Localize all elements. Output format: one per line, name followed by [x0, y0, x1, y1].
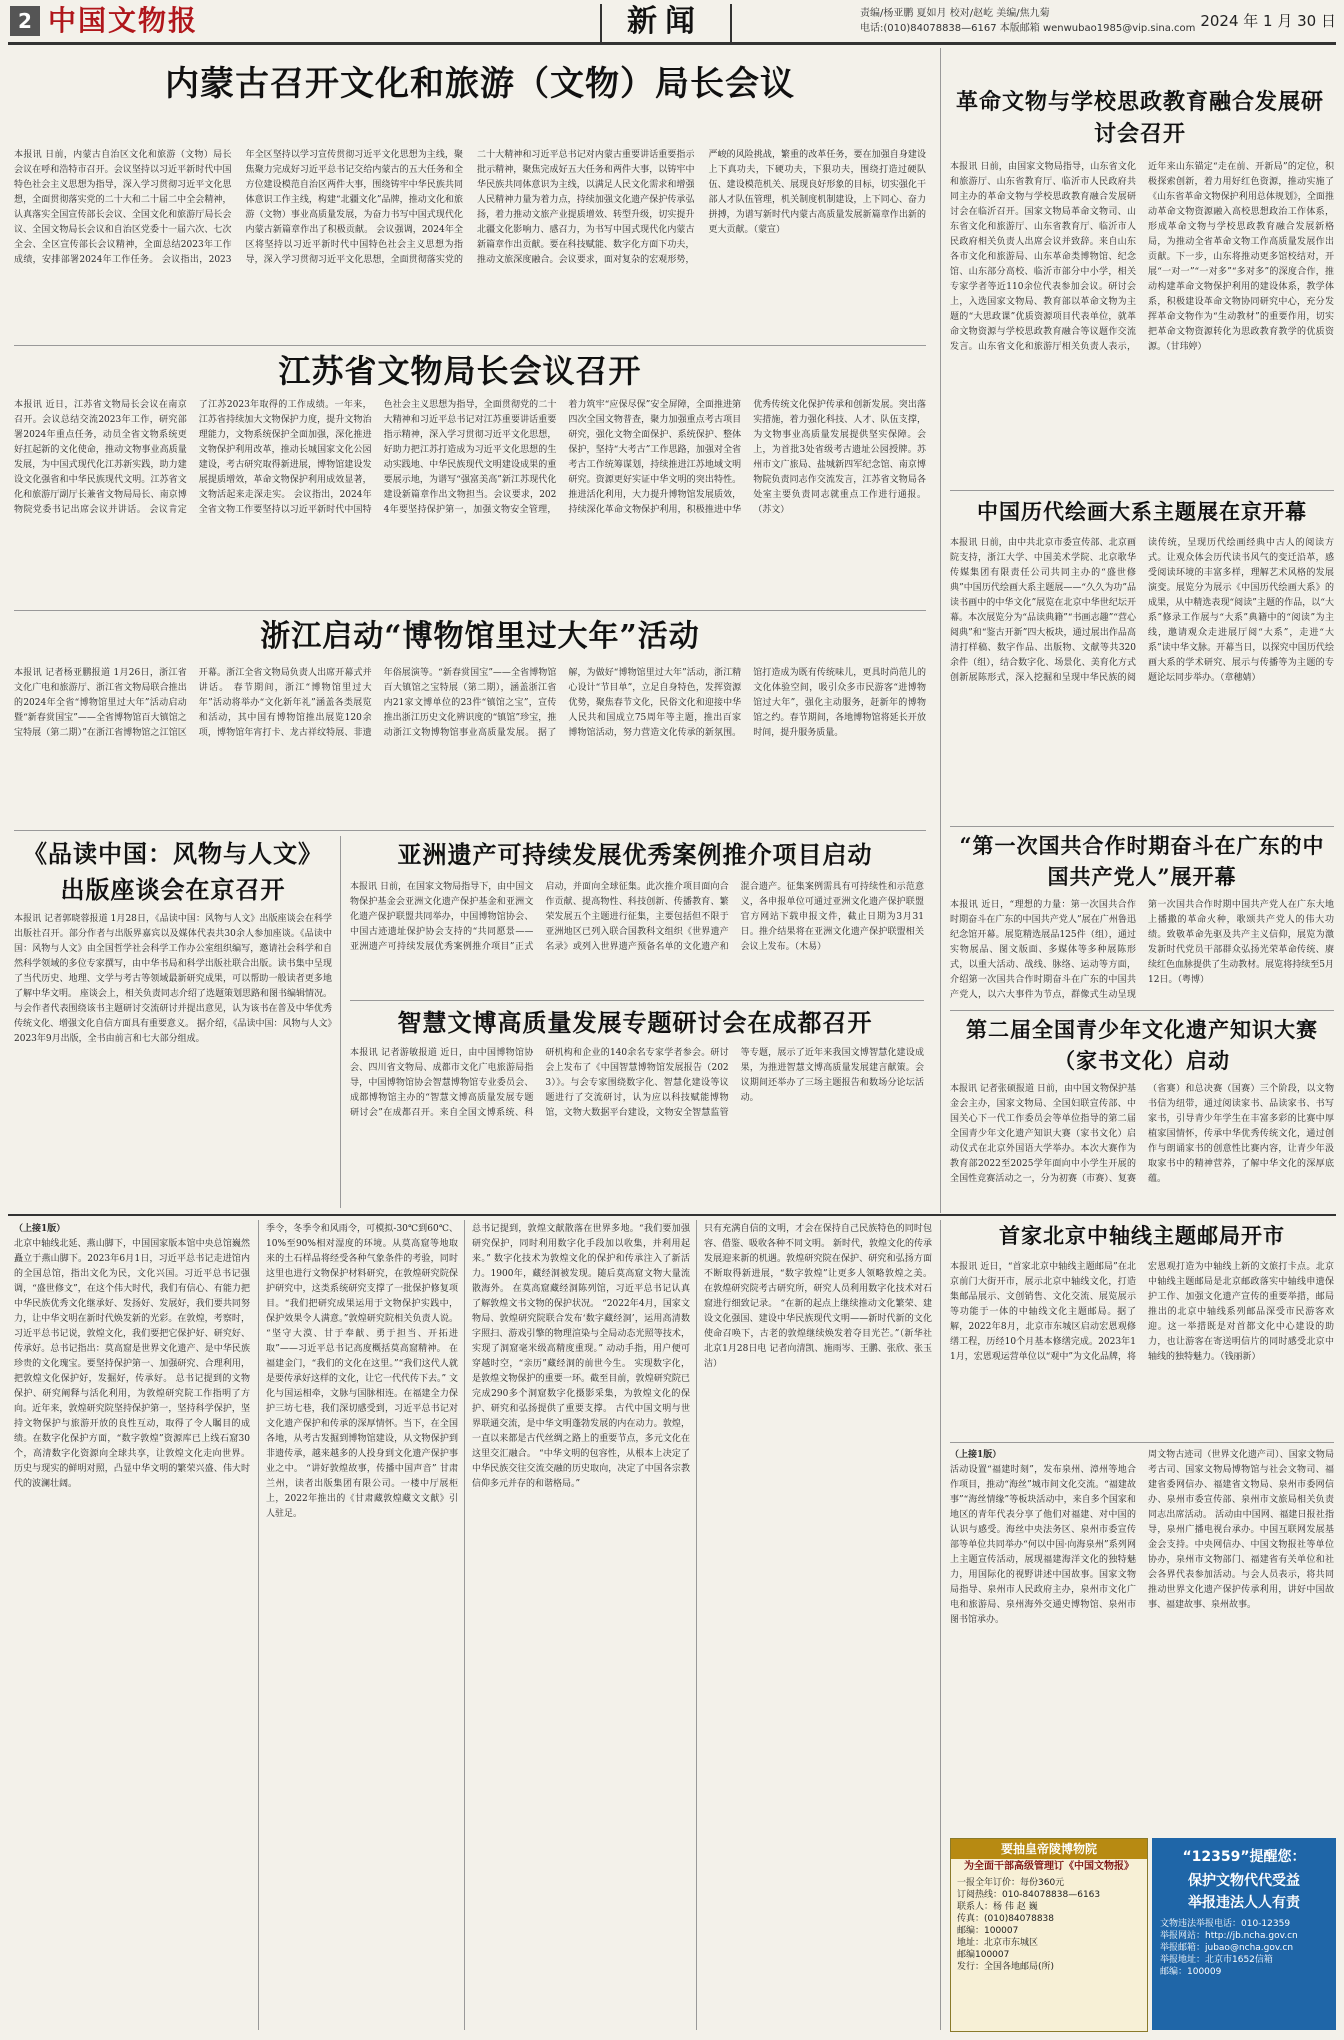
ad-line: 订阅热线：010-84078838—6163 — [957, 1890, 1101, 1900]
continuation-col-2 — [266, 1222, 458, 2030]
divider — [940, 1220, 941, 2030]
section-title: 新闻 — [627, 4, 703, 39]
article-geming-wenwu-body: 本报讯 日前，由国家文物局指导，山东省文化和旅游厅、山东省教育厅、临沂市人民政府共同主办的革命文物与学校思政教育融合发展研讨会在临沂召开。国家文物局革命文物司、山东省文化和旅游厅、山东省教育厅、临沂市人民政府相关负责人出席会议并致辞。来自山东各市文化和旅游局、山东革命类博物馆、纪念馆、山东部分高校、临沂市部分中小学，相关专家学者等近110余位代表参加会议。研讨会上，入选国家文物局、教育部以革命文物为主题的“大思政课”优质资源项目代表单位，就革命文物资源与学校思政教育融合等议题作交流发言。山东省文化和旅游厅相关负责人表示，近年来山东锚定“走在前、开新局”的定位，积极探索创新，着力用好红色资源，推动实施了《山东省革命文物保护利用总体规划》，全面推动革命文物资源融入高校思想政治工作体系，形成革命文物与学校思政教育融合发展新格局，为推动全省革命文物工作高质量发展作出贡献。下一步，山东将推动更多馆校结对，开展“一对一”“一对多”“多对多”的深度合作，推动构建革命文物保护利用的建设体系，教学体系，积极建设革命文物协同研究中心，充分发挥革命文物作为“生动教材”的重要作用，切实把革命文物资源转化为思政教育教学的优质资源。（甘玮婷） — [950, 162, 1334, 352]
ad-info-line: 邮编：100009 — [1160, 1967, 1222, 1977]
article-geming-wenwu — [950, 160, 1334, 480]
issue-date: 2024 年 1 月 30 日 — [1200, 12, 1336, 30]
ad-line: 发行：全国各地邮局(所) — [957, 1962, 1055, 1972]
newspaper-masthead: 中国文物报 — [48, 4, 199, 37]
section-divider-left — [600, 4, 602, 42]
divider — [950, 1442, 1334, 1443]
continuation-col-3-body: 总书记提到，敦煌文献散落在世界多地。“我们要加强研究保护，同时利用数字化手段加以收集，并利用起来。” 数字化技术为敦煌文化的保护和传承注入了新活力。1900年，藏经洞被发现。随后莫高窟文物大量流散海外。 在莫高窟藏经洞陈列馆，习近平总书记认真了解敦煌文书文物的保护状况。 “2022年4月，国家文物局、敦煌研究院联合发布‘数字藏经洞’，运用高清数字照扫、游戏引擎的物理渲染与全局动态光照等技术，实现了洞窟毫米级高精度重现。” 动动手指，用户便可穿越时空，“亲历”藏经洞的前世今生。 实现数字化，是敦煌文物保护的重要一环。截至目前，敦煌研究院已完成290多个洞窟数字化摄影采集，为敦煌文化的保护、研究和弘扬提供了重要支撑。 古代中国文明与世界联通交流，是中华文明蓬勃发展的内在动力。敦煌，一直以来都是古代丝绸之路上的重要节点，多元文化在这里交汇融合。 “中华文明的包容性，从根本上决定了中华民族交往交流交融的历史取向，决定了中国各宗教信仰多元并存的和谐格局。” — [472, 1224, 690, 1489]
editor-names: 责编/杨亚鹏 夏如月 校对/赵屹 美编/焦九菊 — [860, 8, 1050, 19]
ad-line: 传真：(010)84078838 — [957, 1914, 1055, 1924]
continuation-col-4 — [704, 1222, 932, 2030]
headline-lidai-huihua: 中国历代绘画大系主题展在京开幕 — [977, 499, 1307, 524]
divider — [950, 490, 1334, 491]
article-yazhou-yichan-body: 本报讯 日前，在国家文物局指导下，由中国文物保护基金会亚洲文化遗产保护基金和亚洲文化遗产保护联盟共同举办，中国博物馆协会、中国古迹遗址保护协会支持的“共同愿景——亚洲遗产可持续发展优秀案例推介项目”正式启动，并面向全球征集。此次推介项目面向合作贡献、提高物性、科技创新、传播教育、繁荣发展五个主题进行征集，主要包括但不限于亚洲地区已列入联合国教科文组织《世界遗产名录》或列入世界遗产预备名单的文化遗产和混合遗产。征集案例需具有可持续性和示范意义，各申报单位可通过亚洲文化遗产保护联盟官方网站下载申报文件，截止日期为3月31日。推介结果将在亚洲文化遗产保护联盟相关会议上发布。（木易） — [350, 882, 924, 952]
article-lidai-huihua-body: 本报讯 日前，由中共北京市委宣传部、北京画院支持，浙江大学、中国美术学院、北京歌华传媒集团有限责任公司共同主办的“盛世修典”中国历代绘画大系主题展——“久久为功”品读书画中的中华文化”展览在北京中华世纪坛开幕。本次展览分为“品读典籍”“书画志趣”“营心阅典”和“鉴古开新”四大板块，通过展出作品高清打样稿、数字作品、出版物、文献等共320余件（组），结合数字化、场景化、美育化方式创新展陈形式，深入挖掘和呈现中华民族的阅读传统，呈现历代绘画经典中古人的阅读方式。让观众体会历代读书风气的变迁沿革，感受阅读环境的丰富多样，理解艺术风格的发展演变。展览分为展示《中国历代绘画大系》的成果，从中精选表现“阅读”主题的作品，以“大系”修录工作展与“大系”典籍中的“阅读”为主线，邀请观众走进展厅阅“大系”，走进“大系”读中华文脉。开幕当日，以探究中国历代绘画大系的学术研究、展示与传播等为主题的专题论坛同步举办。（章穗婧） — [950, 538, 1334, 683]
fold-rule — [8, 1214, 1336, 1216]
article-jiangsu-body: 本报讯 近日，江苏省文物局长会议在南京召开。会议总结交流2023年工作，研究部署2024年重点任务，动员全省文物系统更好扛起新的文化使命，推动文物事业高质量发展，为中国式现代化江苏新实践，助力建设文化强省和中华民族现代文明。江苏省文化和旅游厅副厅长兼省文物局局长、南京博物院党委书记出席会议并讲话。 会议肯定了江苏2023年取得的工作成绩。一年来，江苏省持续加大文物保护力度，提升文物治理能力，文物系统保护全面加强，深化推进文物保护利用改革，推动长城国家文化公园建设，考古研究取得新进展，博物馆建设发展提质增效，革命文物保护利用成效显著，文物活起来走深走实。 会议指出，2024年全省文物工作要坚持以习近平新时代中国特色社会主义思想为指导，全面贯彻党的二十大精神和习近平总书记对江苏重要讲话重要指示精神，深入学习贯彻习近平文化思想，好助力把江苏打造成为习近平文化思想的生动实践地、中华民族现代文明建设成果的重要展示地，为谱写“强富美高”新江苏现代化建设新篇章作出文物担当。会议要求，2024年要坚持保护第一，加强文物安全管理，着力筑牢“应保尽保”安全屏障，全面推进第四次全国文物普查，聚力加强重点考古项目研究，强化文物全面保护、系统保护、整体保护，坚持“大考古”工作思路，加强对全省考古工作统筹谋划，持续推进江苏地域文明研究。资源更好实证中华文明的突出特性。推进活化利用，大力提升博物馆发展质效，持续深化革命文物保护利用，积极推进中华优秀传统文化保护传承和创新发展。突出落实措施，着力强化科技、人才、队伍支撑，为文物事业高质量发展提供坚实保障。会上，为首批3处省级考古遗址公园授牌。苏州市文广旅局、盐城新四军纪念馆、南京博物院负责同志作交流发言，江苏省文物局各处室主要负责同志就重点工作进行通报。（苏文） — [14, 400, 926, 515]
divider — [258, 1220, 259, 2030]
article-neimenggu-body: 本报讯 日前，内蒙古自治区文化和旅游（文物）局长会议在呼和浩特市召开。会议坚持以习近平新时代中国特色社会主义思想为指导，深入学习贯彻习近平文化思想，全面贯彻落实党的二十大和二十届二中全会精神，认真落实全国宣传部长会议、全国文化和旅游厅局长会议、全国文物局长会议和自治区党委十一届六次、七次全会、全区宣传部长会议精神，全面总结2023年工作成绩，安排部署2024年工作任务。 会议指出，2023年全区坚持以学习宣传贯彻习近平文化思想为主线，聚焦聚力完成好习近平总书记交给内蒙古的五大任务和全方位建设模范自治区两件大事，围绕铸牢中华民族共同体意识工作主线，构建“北疆文化”品牌，推动文化和旅游（文物）事业高质量发展，为奋力书写中国式现代化内蒙古新篇章作出了积极贡献。 会议强调，2024年全区将坚持以习近平新时代中国特色社会主义思想为指导，深入学习贯彻习近平文化思想，全面贯彻落实党的二十大精神和习近平总书记对内蒙古重要讲话重要指示批示精神，聚焦完成好五大任务和两件大事，以铸牢中华民族共同体意识为主线，以满足人民文化需求和增强人民精神力量为着力点，持续加强文化遗产保护传承弘扬，着力推动文旅产业提质增效、转型升级，切实提升北疆文化影响力、感召力，为书写中国式现代化内蒙古新篇章作出贡献。要在科技赋能、数字化方面下功夫，推动文旅深度融合。会议要求，面对复杂的宏观形势，严峻的风险挑战，繁重的改革任务，要在加强自身建设上下真功夫，下硬功夫，下狠功夫，围绕打造过硬队伍、建设模范机关、展现良好形象的目标，切实强化干部人才队伍管理，机关制度机制建设，上下同心、奋力拼搏，为谱写新时代内蒙古高质量发展新篇章作出新的更大贡献。（蒙宣） — [14, 150, 926, 265]
continuation-col-2-body: 季令，冬季令和风雨令，可模拟-30℃到60℃、10%至90%相对湿度的环境。从莫高窟等地取来的土石样品将经受各种气象条件的考验，同时这里也进行文物保护材料研究，在敦煌研究院保护研究中，这类系统研究支撑了一批保护修复项目。“我们把研究成果运用于文物保护实践中，保护效果令人满意。”敦煌研究院相关负责人说。 “坚守大漠、甘于奉献、勇于担当、开拓进取”——习近平总书记高度概括莫高窟精神。 在福建金门，“我们的文化在这里。”“我们这代人就是要传承好这样的文化，让它一代代传下去。” 文化与国运相牵，文脉与国脉相连。在福建全力保护三坊七巷，我们深切感受到，习近平总书记对文化遗产保护和传承的深厚情怀。当下，在全国各地，从考古发掘到博物馆建设，从文物保护到非遗传承，越来越多的人投身到文化遗产保护事业之中。 “讲好敦煌故事，传播中国声音” 甘肃兰州，读者出版集团有限公司。一楼中厅展柜上，2022年推出的《甘肃藏敦煌藏文文献》引人驻足。 — [266, 1224, 458, 1519]
article-zhouxian-youju — [950, 1260, 1334, 1438]
article-jiangsu — [14, 398, 926, 606]
divider — [14, 610, 926, 611]
ad-12359 — [1152, 1838, 1336, 2030]
page-number: 2 — [10, 6, 40, 36]
article-zhouxian-youju-body: 本报讯 近日，“首家北京中轴线主题邮局”在北京前门大街开市，展示北京中轴线文化，打造集邮品展示、文创销售、文化交流、展览展示等功能于一体的中轴线文化主题邮局。据了解，2022年8月，北京市东城区启动宏恩观修缮工程，历经10个月基本修缮完成。2023年11月，宏恩观运营单位以“观中”为文化品牌，将宏恩观打造为中轴线上新的文旅打卡点。北京中轴线主题邮局是北京邮政落实中轴线申遗保护工作、加强文化遗产宣传的重要举措，邮局推出的北京中轴线系列邮品深受市民游客欢迎。这一举措既是对首都文化中心建设的助力，也让游客在寄送明信片的同时感受北京中轴线的独特魅力。（钱丽新） — [950, 1262, 1334, 1362]
headline-yazhou-yichan: 亚洲遗产可持续发展优秀案例推介项目启动 — [397, 840, 873, 869]
ad-12359-title: “12359”提醒您： — [1182, 1849, 1306, 1865]
ad-subscription-lines — [951, 1875, 1147, 1975]
ad-12359-info — [1152, 1914, 1336, 1982]
divider — [950, 826, 1334, 827]
headline-geming-wenwu: 革命文物与学校思政教育融合发展研讨会召开 — [955, 89, 1324, 147]
divider — [950, 1010, 1334, 1011]
headline-guogong-hezuo: “第一次国共合作时期奋斗在广东的中国共产党人”展开幕 — [959, 833, 1325, 889]
continuation-col-3 — [472, 1222, 690, 2030]
ad-info-line: 文物违法举报电话：010-12359 — [1160, 1919, 1291, 1929]
ad-12359-line1: 保护文物代代受益 — [1188, 1873, 1300, 1889]
headline-jiangsu: 江苏省文物局长会议召开 — [278, 352, 642, 390]
article-guogong-hezuo — [950, 898, 1334, 1008]
editor-info — [860, 6, 1200, 36]
ad-line: 联系人：杨 伟 赵 巍 — [957, 1902, 1038, 1912]
article-zhihui-wenbo — [350, 1046, 924, 1206]
headline-zhihui-wenbo: 智慧文博高质量发展专题研讨会在成都召开 — [397, 1008, 873, 1037]
continuation-label: （上接1版） — [14, 1224, 66, 1234]
ad-subscription-title: 要抽皇帝陵博物院 — [951, 1839, 1147, 1859]
ad-info-line: 举报网站：http://jb.ncha.gov.cn — [1160, 1931, 1298, 1941]
continuation-col-5-body: 活动设置“福建时刻”，发布泉州、漳州等地合作项目，推动“海丝”城市间文化交流。“福建故事”“海丝情缘”等板块活动中，来自多个国家和地区的青年代表分享了他们对福建、对中国的认识与感受。海丝中央法务区、泉州市委宣传部等单位共同举办“何以中国·向海泉州”系列网上主题宣传活动，展现福建海洋文化的独特魅力，用国际化的视野讲述中国故事。国家文物局指导、泉州市人民政府主办，泉州市文化广电和旅游局、泉州海外交通史博物馆、泉州市图书馆承办。 — [950, 1465, 1136, 1625]
article-yazhou-yichan — [350, 880, 924, 996]
headline-qingshaonian-dasai: 第二届全国青少年文化遗产知识大赛（家书文化）启动 — [966, 1017, 1318, 1073]
ad-12359-line2: 举报违法人人有责 — [1188, 1895, 1300, 1911]
continuation-col-6-body: 周文物古迹司（世界文化遗产司）、国家文物局考古司、国家文物局博物馆与社会文物司、福建省委网信办、福建省文物局、泉州市委网信办、泉州市委宣传部、泉州市文旅局相关负责同志出席活动。 活动由中国网、福建日报社指导，泉州广播电视台承办。中国互联网发展基金会支持。中央网信办、中国文物报社等单位协办，泉州市文物部门、福建省有关单位和社会各界代表参加活动。与会人员表示，将共同推动世界文化遗产保护传承利用，讲好中国故事、福建故事、泉州故事。 — [1148, 1450, 1334, 1610]
divider — [696, 1220, 697, 2030]
divider — [464, 1220, 465, 2030]
headline-neimenggu: 内蒙古召开文化和旅游（文物）局长会议 — [165, 64, 795, 104]
article-qingshaonian-dasai-body: 本报讯 记者张硕报道 日前，由中国文物保护基金会主办，国家文物局、全国妇联宣传部、中国关心下一代工作委员会等单位指导的第二届全国青少年文化遗产知识大赛（家书文化）启动仪式在北京外国语大学举办。本次大赛作为教育部2022至2025学年面向中小学生开展的全国性竞赛活动之一，分为初赛（市赛）、复赛（省赛）和总决赛（国赛）三个阶段，以文物书信为纽带，通过阅读家书、品读家书、书写家书，引导青少年学生在丰富多彩的比赛中厚植家国情怀，传承中华优秀传统文化，通过创作与朗诵家书的创意性比赛内容，让青少年汲取家书中的精神营养，了解中华文化的深厚底蕴。 — [950, 1084, 1334, 1184]
continuation-col-6 — [1148, 1448, 1334, 1828]
divider — [350, 1000, 924, 1001]
article-zhejiang-body: 本报讯 记者杨亚鹏报道 1月26日，浙江省文化广电和旅游厅、浙江省文物局联合推出的2024年全省“博物馆里过大年”活动启动暨“新春赏国宝”——全省博物馆百大镇馆之宝特展（第二期）”在浙江省博物馆之江馆区开幕。浙江全省文物局负责人出席开幕式并讲话。 春节期间，浙江“博物馆里过大年”活动将举办“文化新年礼”涵盖各类展览和活动，其中国有博物馆推出展览120余项，博物馆年宵打卡、龙古祥纹特展、非遗年俗展演等。“新春赏国宝”——全省博物馆百大镇馆之宝特展（第二期），涵盖浙江省内21家文博单位的23件“镇馆之宝”，宣传推出浙江历史文化辨识度的“镇馆”珍宝，推动浙江文物博物馆事业高质量发展。 据了解，为做好“博物馆里过大年”活动，浙江精心设计“节目单”，立足自身特色，发挥资源优势，聚焦春节文化，民俗文化和迎接中华人民共和国成立75周年等主题，推出百家博物馆活动，努力营造文化传承的新氛围。馆打造成为既有传统味儿，更具时尚范儿的文化体验空间，吸引众多市民游客“进博物馆过大年”，强化主动服务，赶新年的博物馆之约。春节期间，各地博物馆将延长开放时间，提升服务质量。 — [14, 668, 926, 738]
section-divider-right — [730, 4, 732, 42]
continuation-col-5 — [950, 1448, 1136, 1828]
article-zhihui-wenbo-body: 本报讯 记者游敏报道 近日，由中国博物馆协会、四川省文物局、成都市文化广电旅游局指导，中国博物馆协会智慧博物馆专业委员会、成都博物馆主办的“智慧文博高质量发展专题研讨会”在成都召开。来自全国文博系统、科研机构和企业的140余名专家学者参会。研讨会上发布了《中国智慧博物馆发展报告（2023）》。与会专家围绕数字化、智慧化建设等议题进行了交流研讨，认为应以科技赋能博物馆，文物大数据平台建设，文物安全智慧监管等专题，展示了近年来我国文博智慧化建设成果，为推进智慧文博高质量发展建言献策。会议期间还举办了三场主题报告和数场分论坛活动。 — [350, 1048, 924, 1118]
ad-subscription-subtitle: 为全面干部高级管理订《中国文物报》 — [964, 1861, 1134, 1872]
ad-subscription — [950, 1838, 1148, 2032]
continuation-label: （上接1版） — [950, 1450, 1002, 1460]
ad-line: 一报全年订价：每份360元 — [957, 1878, 1065, 1888]
column-divider — [940, 48, 941, 1213]
article-neimenggu — [14, 148, 926, 340]
continuation-col-1-body: 北京中轴线北延、燕山脚下，中国国家版本馆中央总馆巍然矗立于燕山脚下。2023年6月1日，习近平总书记走进馆内的全国总馆，指出文化为民，文化兴国。习近平总书记强调，“盛世修文”，在这个伟大时代，我们有信心、有能力把中华民族优秀文化继承好、发扬好、发展好，我们要共同努力，让中华文明在新时代焕发新的光彩。在敦煌，考察时，习近平总书记说，敦煌文化，我们要把它保护好、研究好、传承好。总书记指出：莫高窟是世界文化遗产、是中华民族珍贵的文化瑰宝。要坚持保护第一、加强研究、合理利用，把敦煌文化保护好，发掘好，传承好。 总书记提到的文物保护、研究阐释与活化利用，为敦煌研究院工作指明了方向。近年来，敦煌研究院坚持保护第一，坚持科学保护，坚持文物保护与旅游开放的良性互动，取得了令人瞩目的成绩。在数字化保护方面，“数字敦煌”资源库已上线石窟30个，高清数字化资源向全球共享，让敦煌文化走向世界。 历史与现实的鲜明对照，凸显中华文明的繁荣兴盛、伟大时代的波澜壮阔。 — [14, 1239, 250, 1489]
divider — [14, 830, 926, 831]
article-pindu-zhongguo-body: 本报讯 记者郭晓蓉报道 1月28日，《品读中国：风物与人文》出版座谈会在科学出版社召开。部分作者与出版界嘉宾以及媒体代表共30余人参加座谈。《品读中国：风物与人文》由全国哲学社会科学工作办公室组织编写，邀请社会科学和自然科学领域的多位专家撰写，由中华书局和科学出版社联合出版。读书集中呈现了当代历史、地理、文学与考古等领域最新研究成果，可以帮助一般读者更多地了解中华文明。 座谈会上，相关负责同志介绍了选题策划思路和图书编辑情况。与会作者代表围绕该书主题研讨交流研讨并提出意见，认为该书在普及中华优秀传统文化、增强文化自信方面具有重要意义。 据介绍，《品读中国：风物与人文》2023年9月出版，全书由前言和七大部分组成。 — [14, 914, 332, 1044]
continuation-col-4-body: 只有充满自信的文明，才会在保持自己民族特色的同时包容、借鉴、吸收各种不同文明。 新时代，敦煌文化的传承发展迎来新的机遇。敦煌研究院在保护、研究和弘扬方面不断取得新进展，“数字敦煌”让更多人领略敦煌之美。 在敦煌研究院考古研究所，研究人员利用数字化技术对石窟进行细致记录。 “在新的起点上继续推动文化繁荣、建设文化强国、建设中华民族现代文明——新时代新的文化使命召唤下，古老的敦煌继续焕发着夺目光芒。”（新华社北京1月28日电 记者向清凯、施雨岑、王鹏、张欣、张玉洁） — [704, 1224, 932, 1369]
ad-line: 邮编100007 — [957, 1950, 1010, 1960]
ad-line: 邮编：100007 — [957, 1926, 1019, 1936]
headline-zhouxian-youju: 首家北京中轴线主题邮局开市 — [999, 1223, 1285, 1248]
headline-pindu-zhongguo: 《品读中国：风物与人文》出版座谈会在京召开 — [23, 839, 323, 904]
article-zhejiang — [14, 666, 926, 826]
article-qingshaonian-dasai — [950, 1082, 1334, 1208]
ad-line: 地址：北京市东城区 — [957, 1938, 1039, 1948]
article-guogong-hezuo-body: 本报讯 近日，“理想的力量：第一次国共合作时期奋斗在广东的中国共产党人”展在广州鲁迅纪念馆开幕。展览精选展品125件（组），通过实物展品、图文版面、多媒体等多种展陈形式，以重大活动、战线、脉络、运动等方面，介绍第一次国共合作时期奋斗在广东的中国共产党人，以六大事件为节点，群像式生动呈现第一次国共合作时期中国共产党人在广东大地上播撒的革命火种，歌颂共产党人的伟大功绩。致敬革命先驱及共产主义信仰，展览为激发新时代党员干部群众弘扬光荣革命传统、赓续红色血脉提供了生动教材。展览将持续至5月12日。（粤博） — [950, 900, 1334, 1000]
header-rule — [8, 42, 1336, 45]
editor-contact: 电话:(010)84078838—6167 本版邮箱 wenwubao1985@vip.sina.com — [860, 23, 1196, 34]
article-pindu-zhongguo — [14, 912, 332, 1208]
ad-info-line: 举报邮箱：jubao@ncha.gov.cn — [1160, 1943, 1294, 1953]
headline-zhejiang: 浙江启动“博物馆里过大年”活动 — [260, 619, 700, 654]
article-lidai-huihua — [950, 536, 1334, 822]
divider — [340, 836, 341, 1208]
continuation-col-1 — [14, 1222, 250, 2030]
ad-info-line: 举报地址：北京市1652信箱 — [1160, 1955, 1273, 1965]
